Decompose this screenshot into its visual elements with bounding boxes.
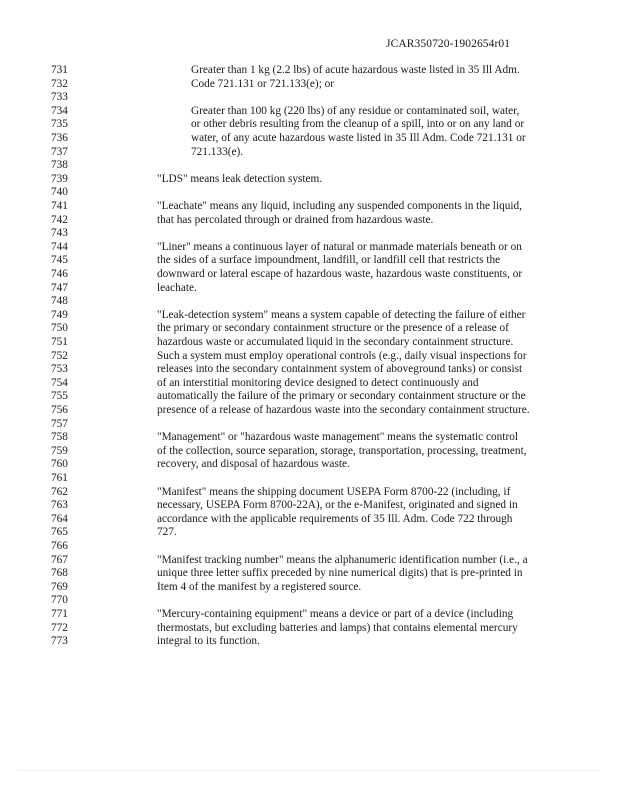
line-number: 765 (51, 526, 68, 538)
line-number: 756 (51, 404, 68, 416)
line-text: "Manifest tracking number" means the alphanumeric identification number (i.e., a (157, 554, 528, 566)
line-number: 771 (51, 608, 68, 620)
line-text: that has percolated through or drained from hazardous waste. (157, 214, 434, 226)
line-text: automatically the failure of the primary or secondary containment structure or the (157, 390, 526, 402)
line-number: 757 (51, 418, 68, 430)
line-number: 736 (51, 132, 68, 144)
line-text: "Leak-detection system" means a system capable of detecting the failure of either (157, 309, 526, 321)
line-text: of the collection, source separation, storage, transportation, processing, treatment, (157, 445, 527, 457)
line-text: unique three letter suffix preceded by nine numerical digits) that is pre-printed in (157, 567, 523, 579)
line-number: 767 (51, 554, 68, 566)
line-text: 727. (157, 526, 177, 538)
line-number: 773 (51, 635, 68, 647)
line-number: 737 (51, 146, 68, 158)
line-text: "Leachate" means any liquid, including any suspended components in the liquid, (157, 200, 522, 212)
line-number: 762 (51, 486, 68, 498)
line-text: the sides of a surface impoundment, landfill, or landfill cell that restricts the (157, 254, 501, 266)
line-number: 733 (51, 91, 68, 103)
line-text: or other debris resulting from the cleanup of a spill, into or on any land or (191, 118, 525, 130)
line-number: 741 (51, 200, 68, 212)
line-number: 766 (51, 540, 68, 552)
line-number: 755 (51, 390, 68, 402)
line-number: 768 (51, 567, 68, 579)
line-text: releases into the secondary containment system of aboveground tanks) or consist (157, 363, 523, 375)
line-number: 745 (51, 254, 68, 266)
line-number: 754 (51, 377, 68, 389)
line-text: recovery, and disposal of hazardous waste. (157, 458, 350, 470)
line-text: "Mercury-containing equipment" means a device or part of a device (including (157, 608, 514, 620)
line-text: downward or lateral escape of hazardous waste, hazardous waste constituents, or (157, 268, 523, 280)
line-text: "Liner" means a continuous layer of natural or manmade materials beneath or on (157, 241, 522, 253)
line-text: Greater than 1 kg (2.2 lbs) of acute hazardous waste listed in 35 Ill Adm. (191, 64, 520, 76)
line-number: 763 (51, 499, 68, 511)
line-number: 751 (51, 336, 68, 348)
line-number: 764 (51, 513, 68, 525)
line-number: 742 (51, 214, 68, 226)
line-text: Such a system must employ operational controls (e.g., daily visual inspections for (157, 350, 527, 362)
line-number: 758 (51, 431, 68, 443)
line-number: 734 (51, 105, 68, 117)
line-number: 747 (51, 282, 68, 294)
line-number: 760 (51, 458, 68, 470)
line-text: Code 721.131 or 721.133(e); or (191, 78, 335, 90)
line-number: 744 (51, 241, 68, 253)
line-number: 731 (51, 64, 68, 76)
line-number: 770 (51, 594, 68, 606)
line-number: 739 (51, 173, 68, 185)
line-number: 735 (51, 118, 68, 130)
line-number: 752 (51, 350, 68, 362)
line-text: thermostats, but excluding batteries and lamps) that contains elemental mercury (157, 622, 518, 634)
line-number: 746 (51, 268, 68, 280)
line-number: 753 (51, 363, 68, 375)
line-number: 738 (51, 159, 68, 171)
line-text: integral to its function. (157, 635, 260, 647)
line-number: 772 (51, 622, 68, 634)
line-text: Item 4 of the manifest by a registered source. (157, 581, 362, 593)
document-id-header: JCAR350720-1902654r01 (386, 38, 511, 50)
line-number: 769 (51, 581, 68, 593)
page-bottom-edge (18, 770, 600, 771)
line-text: Greater than 100 kg (220 lbs) of any residue or contaminated soil, water, (191, 105, 520, 117)
line-text: of an interstitial monitoring device designed to detect continuously and (157, 377, 479, 389)
line-number: 761 (51, 472, 68, 484)
line-text: "Management" or "hazardous waste management" means the systematic control (157, 431, 518, 443)
line-text: accordance with the applicable requirements of 35 Ill. Adm. Code 722 through (157, 513, 513, 525)
line-text: water, of any acute hazardous waste listed in 35 Ill Adm. Code 721.131 or (191, 132, 526, 144)
line-text: hazardous waste or accumulated liquid in the secondary containment structure. (157, 336, 514, 348)
line-text: the primary or secondary containment structure or the presence of a release of (157, 322, 509, 334)
line-number: 759 (51, 445, 68, 457)
line-number: 748 (51, 295, 68, 307)
line-number: 740 (51, 186, 68, 198)
line-text: "LDS" means leak detection system. (157, 173, 323, 185)
line-number: 732 (51, 78, 68, 90)
line-number: 743 (51, 227, 68, 239)
line-text: leachate. (157, 282, 197, 294)
line-text: presence of a release of hazardous waste into the secondary containment structure. (157, 404, 530, 416)
line-text: 721.133(e). (191, 146, 244, 158)
line-text: necessary, USEPA Form 8700-22A), or the e-Manifest, originated and signed in (157, 499, 518, 511)
line-number: 749 (51, 309, 68, 321)
line-number: 750 (51, 322, 68, 334)
line-text: "Manifest" means the shipping document USEPA Form 8700-22 (including, if (157, 486, 511, 498)
